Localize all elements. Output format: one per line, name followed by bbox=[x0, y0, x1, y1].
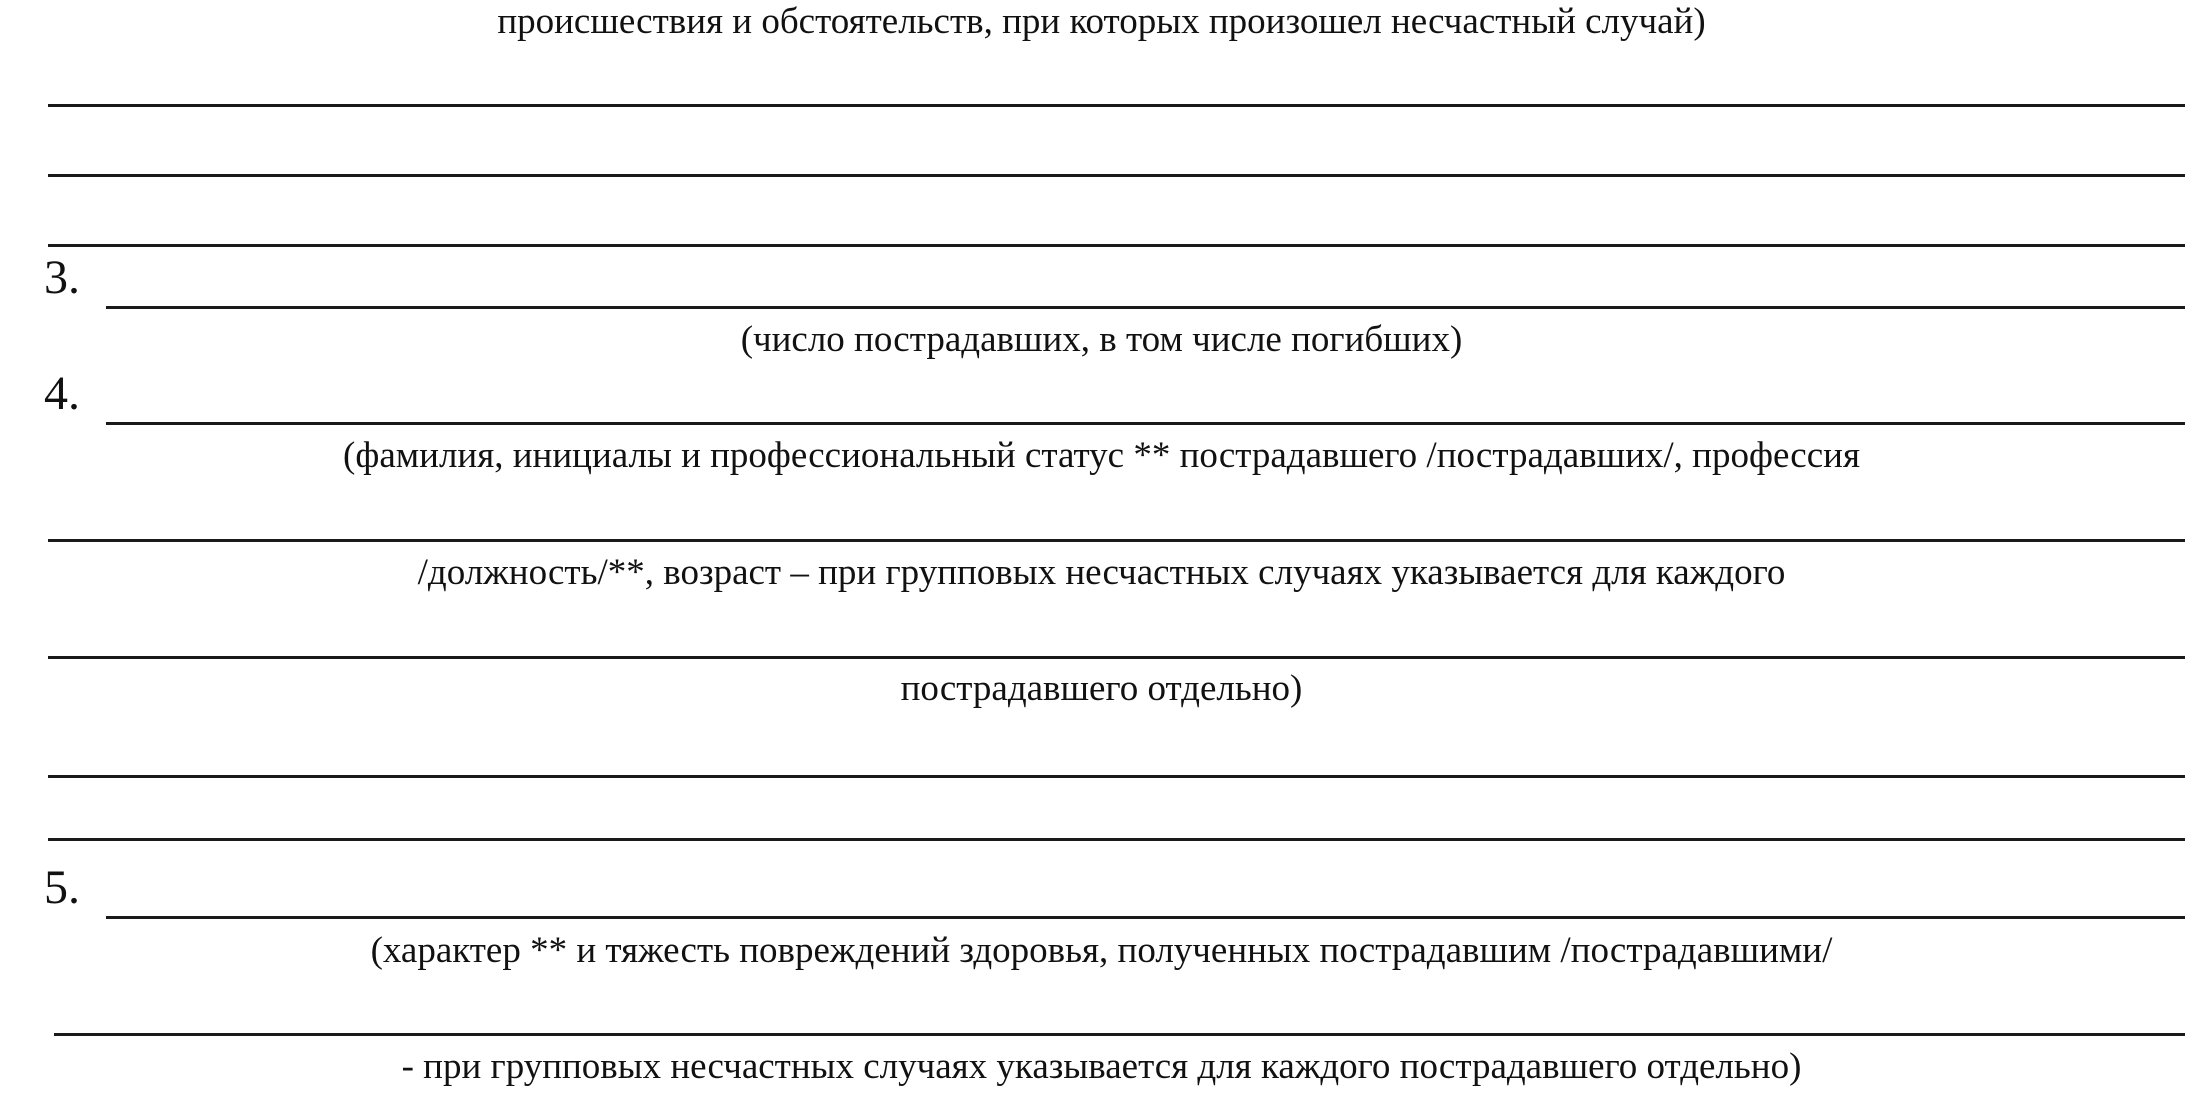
item-number-4: 4. bbox=[44, 367, 80, 420]
caption-incident-circumstances: происшествия и обстоятельств, при которых произошел несчастный случай) bbox=[497, 1, 1706, 42]
blank-line bbox=[48, 174, 2185, 177]
blank-line bbox=[48, 656, 2185, 659]
caption-victim-separately: пострадавшего отдельно) bbox=[900, 668, 1303, 709]
blank-line-item-3 bbox=[106, 306, 2185, 309]
blank-line bbox=[48, 838, 2185, 841]
caption-injury-nature: (характер ** и тяжесть повреждений здоровья, полученных пострадавшим /пострадавшими/ bbox=[370, 930, 1833, 971]
blank-line-item-5 bbox=[106, 916, 2185, 919]
blank-line bbox=[48, 104, 2185, 107]
caption-victim-name-status: (фамилия, инициалы и профессиональный статус ** пострадавшего /пострадавших/, профессия bbox=[343, 435, 1860, 476]
item-number-3: 3. bbox=[44, 251, 80, 304]
blank-line bbox=[54, 1033, 2185, 1036]
item-number-5: 5. bbox=[44, 861, 80, 914]
blank-line-item-4 bbox=[106, 422, 2185, 425]
blank-line bbox=[48, 775, 2185, 778]
blank-line bbox=[48, 539, 2185, 542]
caption-group-injury-note: - при групповых несчастных случаях указывается для каждого пострадавшего отдельно) bbox=[401, 1046, 1802, 1087]
caption-victims-count: (число пострадавших, в том числе погибших) bbox=[740, 319, 1463, 360]
caption-victim-position-age: /должность/**, возраст – при групповых несчастных случаях указывается для каждого bbox=[417, 552, 1786, 593]
blank-line bbox=[48, 244, 2185, 247]
